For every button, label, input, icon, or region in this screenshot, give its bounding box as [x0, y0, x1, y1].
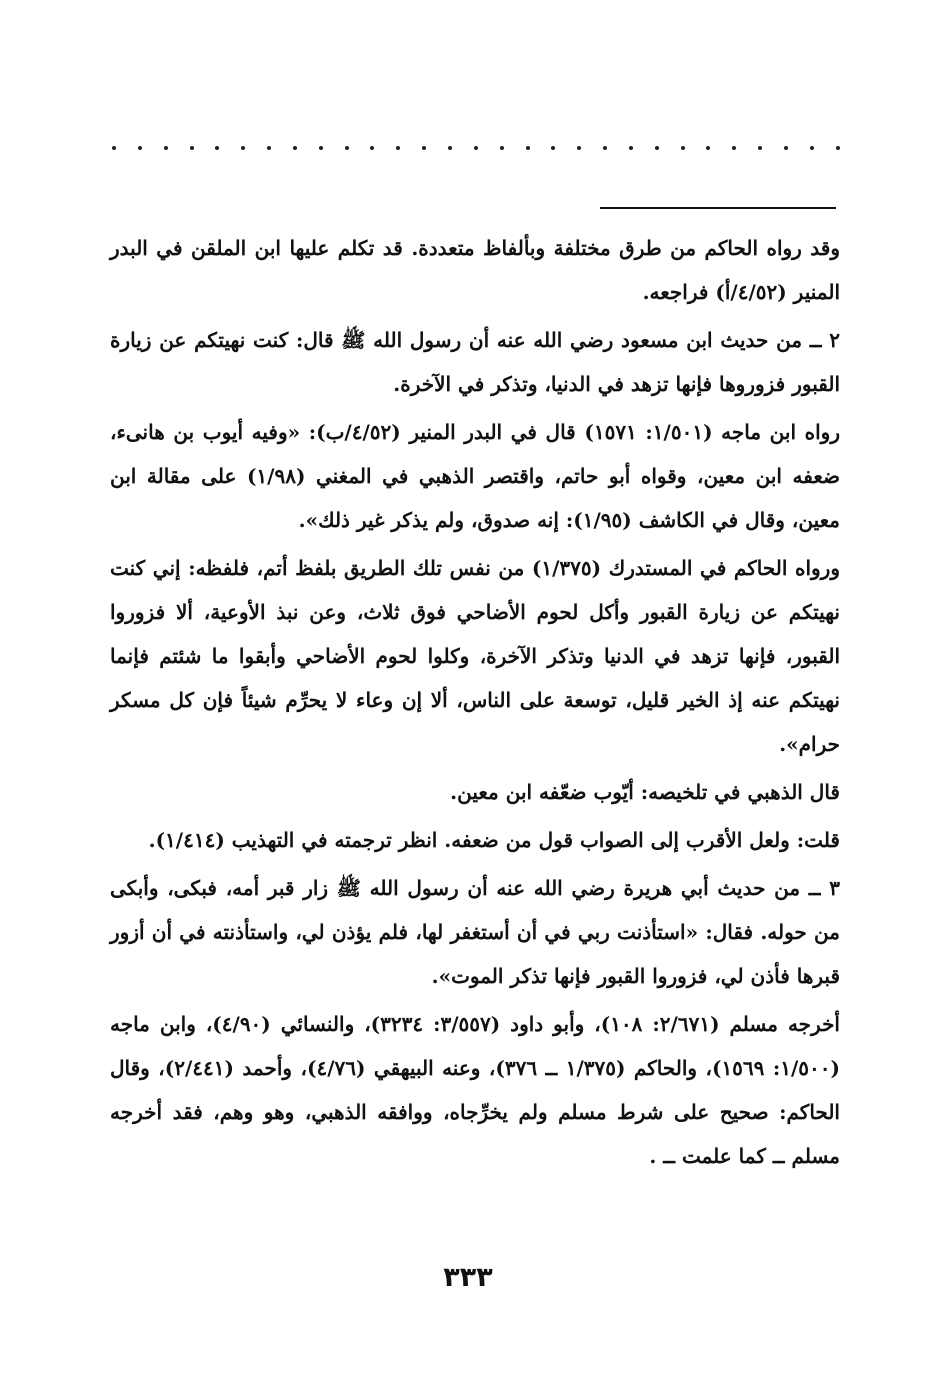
separator-dot	[629, 146, 633, 150]
separator-dot	[551, 146, 555, 150]
separator-dot	[474, 146, 478, 150]
separator-dot	[758, 146, 762, 150]
separator-dot	[345, 146, 349, 150]
separator-dot	[215, 146, 219, 150]
separator-dot	[422, 146, 426, 150]
separator-dot	[810, 146, 814, 150]
separator-dot	[706, 146, 710, 150]
separator-dot	[836, 146, 840, 150]
separator-dot	[138, 146, 142, 150]
paragraph-7: ٣ ــ من حديث أبي هريرة رضي الله عنه أن رسول الله ﷺ زار قبر أمه، فبكى، وأبكى من حوله. فقال: «استأذنت ربي في أن أستغفر لها، فلم يؤذن لي، واستأذنته في أن أزور قبرها فأذن لي، فزوروا القبور فإنها تذكر الموت».	[110, 876, 840, 988]
separator-dot	[370, 146, 374, 150]
separator-dot	[603, 146, 607, 150]
separator-dot	[319, 146, 323, 150]
separator-dot	[112, 146, 116, 150]
separator-dot	[293, 146, 297, 150]
footnotes-text	[110, 226, 840, 1182]
paragraph-3: رواه ابن ماجه (١/٥٠١: ١٥٧١) قال في البدر المنير (٤/٥٢/ب): «وفيه أيوب بن هانىء، ضعفه ابن معين، وقواه أبو حاتم، واقتصر الذهبي في المغني (١/٩٨) على مقالة ابن معين، وقال في الكاشف (١/٩٥): إنه صدوق، ولم يذكر غير ذلك».	[110, 420, 840, 532]
footnote-rule	[600, 207, 836, 209]
separator-dot	[500, 146, 504, 150]
separator-dot	[267, 146, 271, 150]
separator-dot	[681, 146, 685, 150]
separator-dot	[241, 146, 245, 150]
dotted-separator	[112, 138, 840, 158]
separator-dot	[655, 146, 659, 150]
paragraph-2: ٢ ــ من حديث ابن مسعود رضي الله عنه أن رسول الله ﷺ قال: كنت نهيتكم عن زيارة القبور فزوروها فإنها تزهد في الدنيا، وتذكر في الآخرة.	[110, 328, 840, 396]
separator-dot	[448, 146, 452, 150]
paragraph-8: أخرجه مسلم (٢/٦٧١: ١٠٨)، وأبو داود (٣/٥٥٧: ٣٢٣٤)، والنسائي (٤/٩٠)، وابن ماجه (١/٥٠٠: ١٥٦٩)، والحاكم (١/٣٧٥ ــ ٣٧٦)، وعنه البيهقي (٤/٧٦)، وأحمد (٢/٤٤١)، وقال الحاكم: صحيح على شرط مسلم ولم يخرِّجاه، ووافقه الذهبي، وهو وهم، فقد أخرجه مسلم ــ كما علمت ــ .	[110, 1012, 840, 1168]
paragraph-4: ورواه الحاكم في المستدرك (١/٣٧٥) من نفس تلك الطريق بلفظ أتم، فلفظه: إني كنت نهيتكم عن زيارة القبور وأكل لحوم الأضاحي فوق ثلاث، وعن نبذ الأوعية، ألا فزوروا القبور، فإنها تزهد في الدنيا وتذكر الآخرة، وكلوا لحوم الأضاحي وأبقوا ما شئتم فإنما نهيتكم عنه إذ الخير قليل، توسعة على الناس، ألا إن وعاء لا يحرِّم شيئاً فإن كل مسكر حرام».	[110, 556, 840, 756]
page-number: ٣٣٣	[443, 1262, 493, 1293]
separator-dot	[526, 146, 530, 150]
separator-dot	[164, 146, 168, 150]
separator-dot	[732, 146, 736, 150]
paragraph-1: وقد رواه الحاكم من طرق مختلفة وبألفاظ متعددة. قد تكلم عليها ابن الملقن في البدر المنير (٤/٥٢/أ) فراجعه.	[110, 236, 840, 304]
separator-dot	[396, 146, 400, 150]
paragraph-6: قلت: ولعل الأقرب إلى الصواب قول من ضعفه. انظر ترجمته في التهذيب (١/٤١٤).	[148, 828, 840, 852]
paragraph-5: قال الذهبي في تلخيصه: أيّوب ضعّفه ابن معين.	[450, 780, 840, 804]
separator-dot	[190, 146, 194, 150]
separator-dot	[577, 146, 581, 150]
separator-dot	[784, 146, 788, 150]
